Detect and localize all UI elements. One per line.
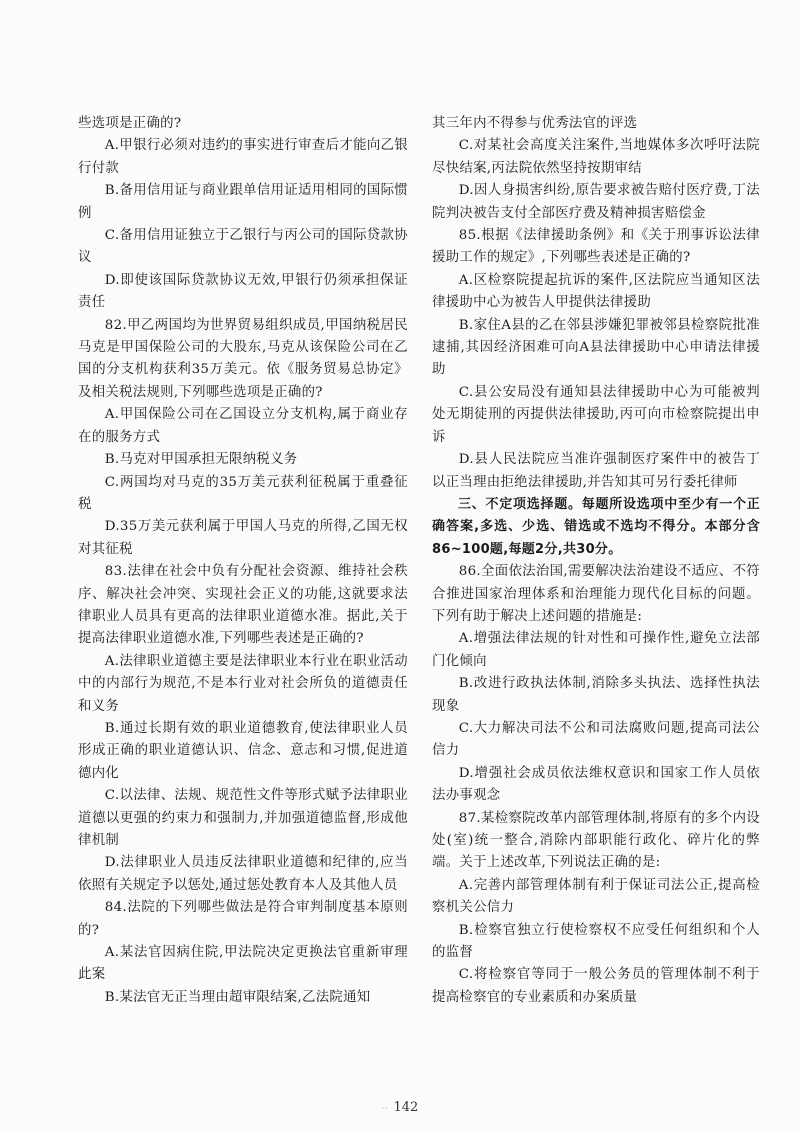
left-paragraph: C.两国均对马克的35万美元获利征税属于重叠征税 <box>78 474 408 512</box>
left-paragraph: A.法律职业道德主要是法律职业本行业在职业活动中的内部行为规范,不是本行业对社会所负的道德责任和义务 <box>78 653 408 714</box>
right-paragraph: 其三年内不得参与优秀法官的评选 <box>432 116 638 131</box>
right-paragraph: B.改进行政执法体制,消除多头执法、选择性执法现象 <box>432 676 760 714</box>
left-paragraph: B.备用信用证与商业跟单信用证适用相同的国际惯例 <box>78 183 408 221</box>
left-paragraph: C.备用信用证独立于乙银行与丙公司的国际贷款协议 <box>78 228 408 266</box>
right-paragraph: A.区检察院提起抗诉的案件,区法院应当通知区法律援助中心为被告人甲提供法律援助 <box>432 272 760 311</box>
left-paragraph: A.某法官因病住院,甲法院决定更换法官重新审理此案 <box>78 945 408 983</box>
left-paragraph: A.甲银行必须对违约的事实进行审查后才能向乙银行付款 <box>78 138 408 176</box>
left-paragraph: A.甲国保险公司在乙国设立分支机构,属于商业存在的服务方式 <box>78 407 408 445</box>
right-paragraph: B.检察官独立行使检察权不应受任何组织和个人的监督 <box>432 922 760 961</box>
right-paragraph: A.完善内部管理体制有利于保证司法公正,提高检察机关公信力 <box>432 877 760 916</box>
right-paragraph: C.县公安局没有通知县法律援助中心为可能被判处无期徒刑的丙提供法律援助,丙可向市检察院提出申诉 <box>432 384 760 445</box>
right-paragraph: A.增强法律法规的针对性和可操作性,避免立法部门化倾向 <box>432 631 760 669</box>
page-number: 142 <box>393 1100 419 1115</box>
right-paragraph: 87.某检察院改革内部管理体制,将原有的多个内设处(室)统一整合,消除内部职能行政化、碎片化的弊端。关于上述改革,下列说法正确的是: <box>432 810 760 871</box>
right-paragraph: D.增强社会成员依法维权意识和国家工作人员依法办事观念 <box>432 765 760 804</box>
left-paragraph: B.某法官无正当理由超审限结案,乙法院通知 <box>104 989 371 1005</box>
right-paragraph: D.因人身损害纠纷,原告要求被告赔付医疗费,丁法院判决被告支付全部医疗费及精神损害赔偿金 <box>432 183 760 221</box>
right-paragraph: B.家住A县的乙在邻县涉嫌犯罪被邻县检察院批准逮捕,其因经济困难可向A县法律援助中心申请法律援助 <box>432 317 760 378</box>
left-paragraph: 84.法院的下列哪些做法是符合审判制度基本原则的? <box>78 900 408 938</box>
left-paragraph: C.以法律、法规、规范性文件等形式赋予法律职业道德以更强的约束力和强制力,并加强道德监督,形成他律机制 <box>78 788 408 848</box>
left-column <box>78 113 408 1009</box>
right-paragraph: 85.根据《法律援助条例》和《关于刑事诉讼法律援助工作的规定》,下列哪些表述是正确的? <box>432 228 760 266</box>
right-paragraph: C.大力解决司法不公和司法腐败问题,提高司法公信力 <box>432 720 760 759</box>
right-paragraph: 86.全面依法治国,需要解决法治建设不适应、不符合推进国家治理体系和治理能力现代化目标的问题。下列有助于解决上述问题的措施是: <box>432 564 760 624</box>
page-number-footer <box>0 1100 800 1115</box>
left-paragraph: B.通过长期有效的职业道德教育,使法律职业人员形成正确的职业道德认识、信念、意志和习惯,促进道德内化 <box>78 720 408 781</box>
right-paragraph: C.对某社会高度关注案件,当地媒体多次呼吁法院尽快结案,丙法院依然坚持按期审结 <box>432 138 760 176</box>
left-paragraph: 82.甲乙两国均为世界贸易组织成员,甲国纳税居民马克是甲国保险公司的大股东,马克从该保险公司在乙国的分支机构获利35万美元。依《服务贸易总协定》及相关税法规则,下列哪些选项是正确的? <box>78 317 408 400</box>
footer-dots: ·· <box>381 1104 388 1114</box>
right-paragraph: 三、不定项选择题。每题所设选项中至少有一个正确答案,多选、少选、错选或不选均不得分。本部分含86~100题,每题2分,共30分。 <box>432 496 760 557</box>
left-paragraph: 些选项是正确的? <box>78 116 182 131</box>
left-paragraph: D.即使该国际贷款协议无效,甲银行仍须承担保证责任 <box>78 272 408 311</box>
right-paragraph: C.将检察官等同于一般公务员的管理体制不利于提高检察官的专业素质和办案质量 <box>432 967 760 1005</box>
left-paragraph: D.35万美元获利属于甲国人马克的所得,乙国无权对其征税 <box>78 519 408 557</box>
left-paragraph: B.马克对甲国承担无限纳税义务 <box>104 452 298 468</box>
left-paragraph: D.法律职业人员违反法律职业道德和纪律的,应当依照有关规定予以惩处,通过惩处教育本人及其他人员 <box>78 855 408 893</box>
right-paragraph: D.县人民法院应当准许强制医疗案件中的被告丁以正当理由拒绝法律援助,并告知其可另行委托律师 <box>432 452 760 490</box>
right-column <box>432 113 760 1009</box>
left-paragraph: 83.法律在社会中负有分配社会资源、维持社会秩序、解决社会冲突、实现社会正义的功能,这就要求法律职业人员具有更高的法律职业道德水准。据此,关于提高法律职业道德水准,下列哪些表述是正确的? <box>78 564 408 647</box>
